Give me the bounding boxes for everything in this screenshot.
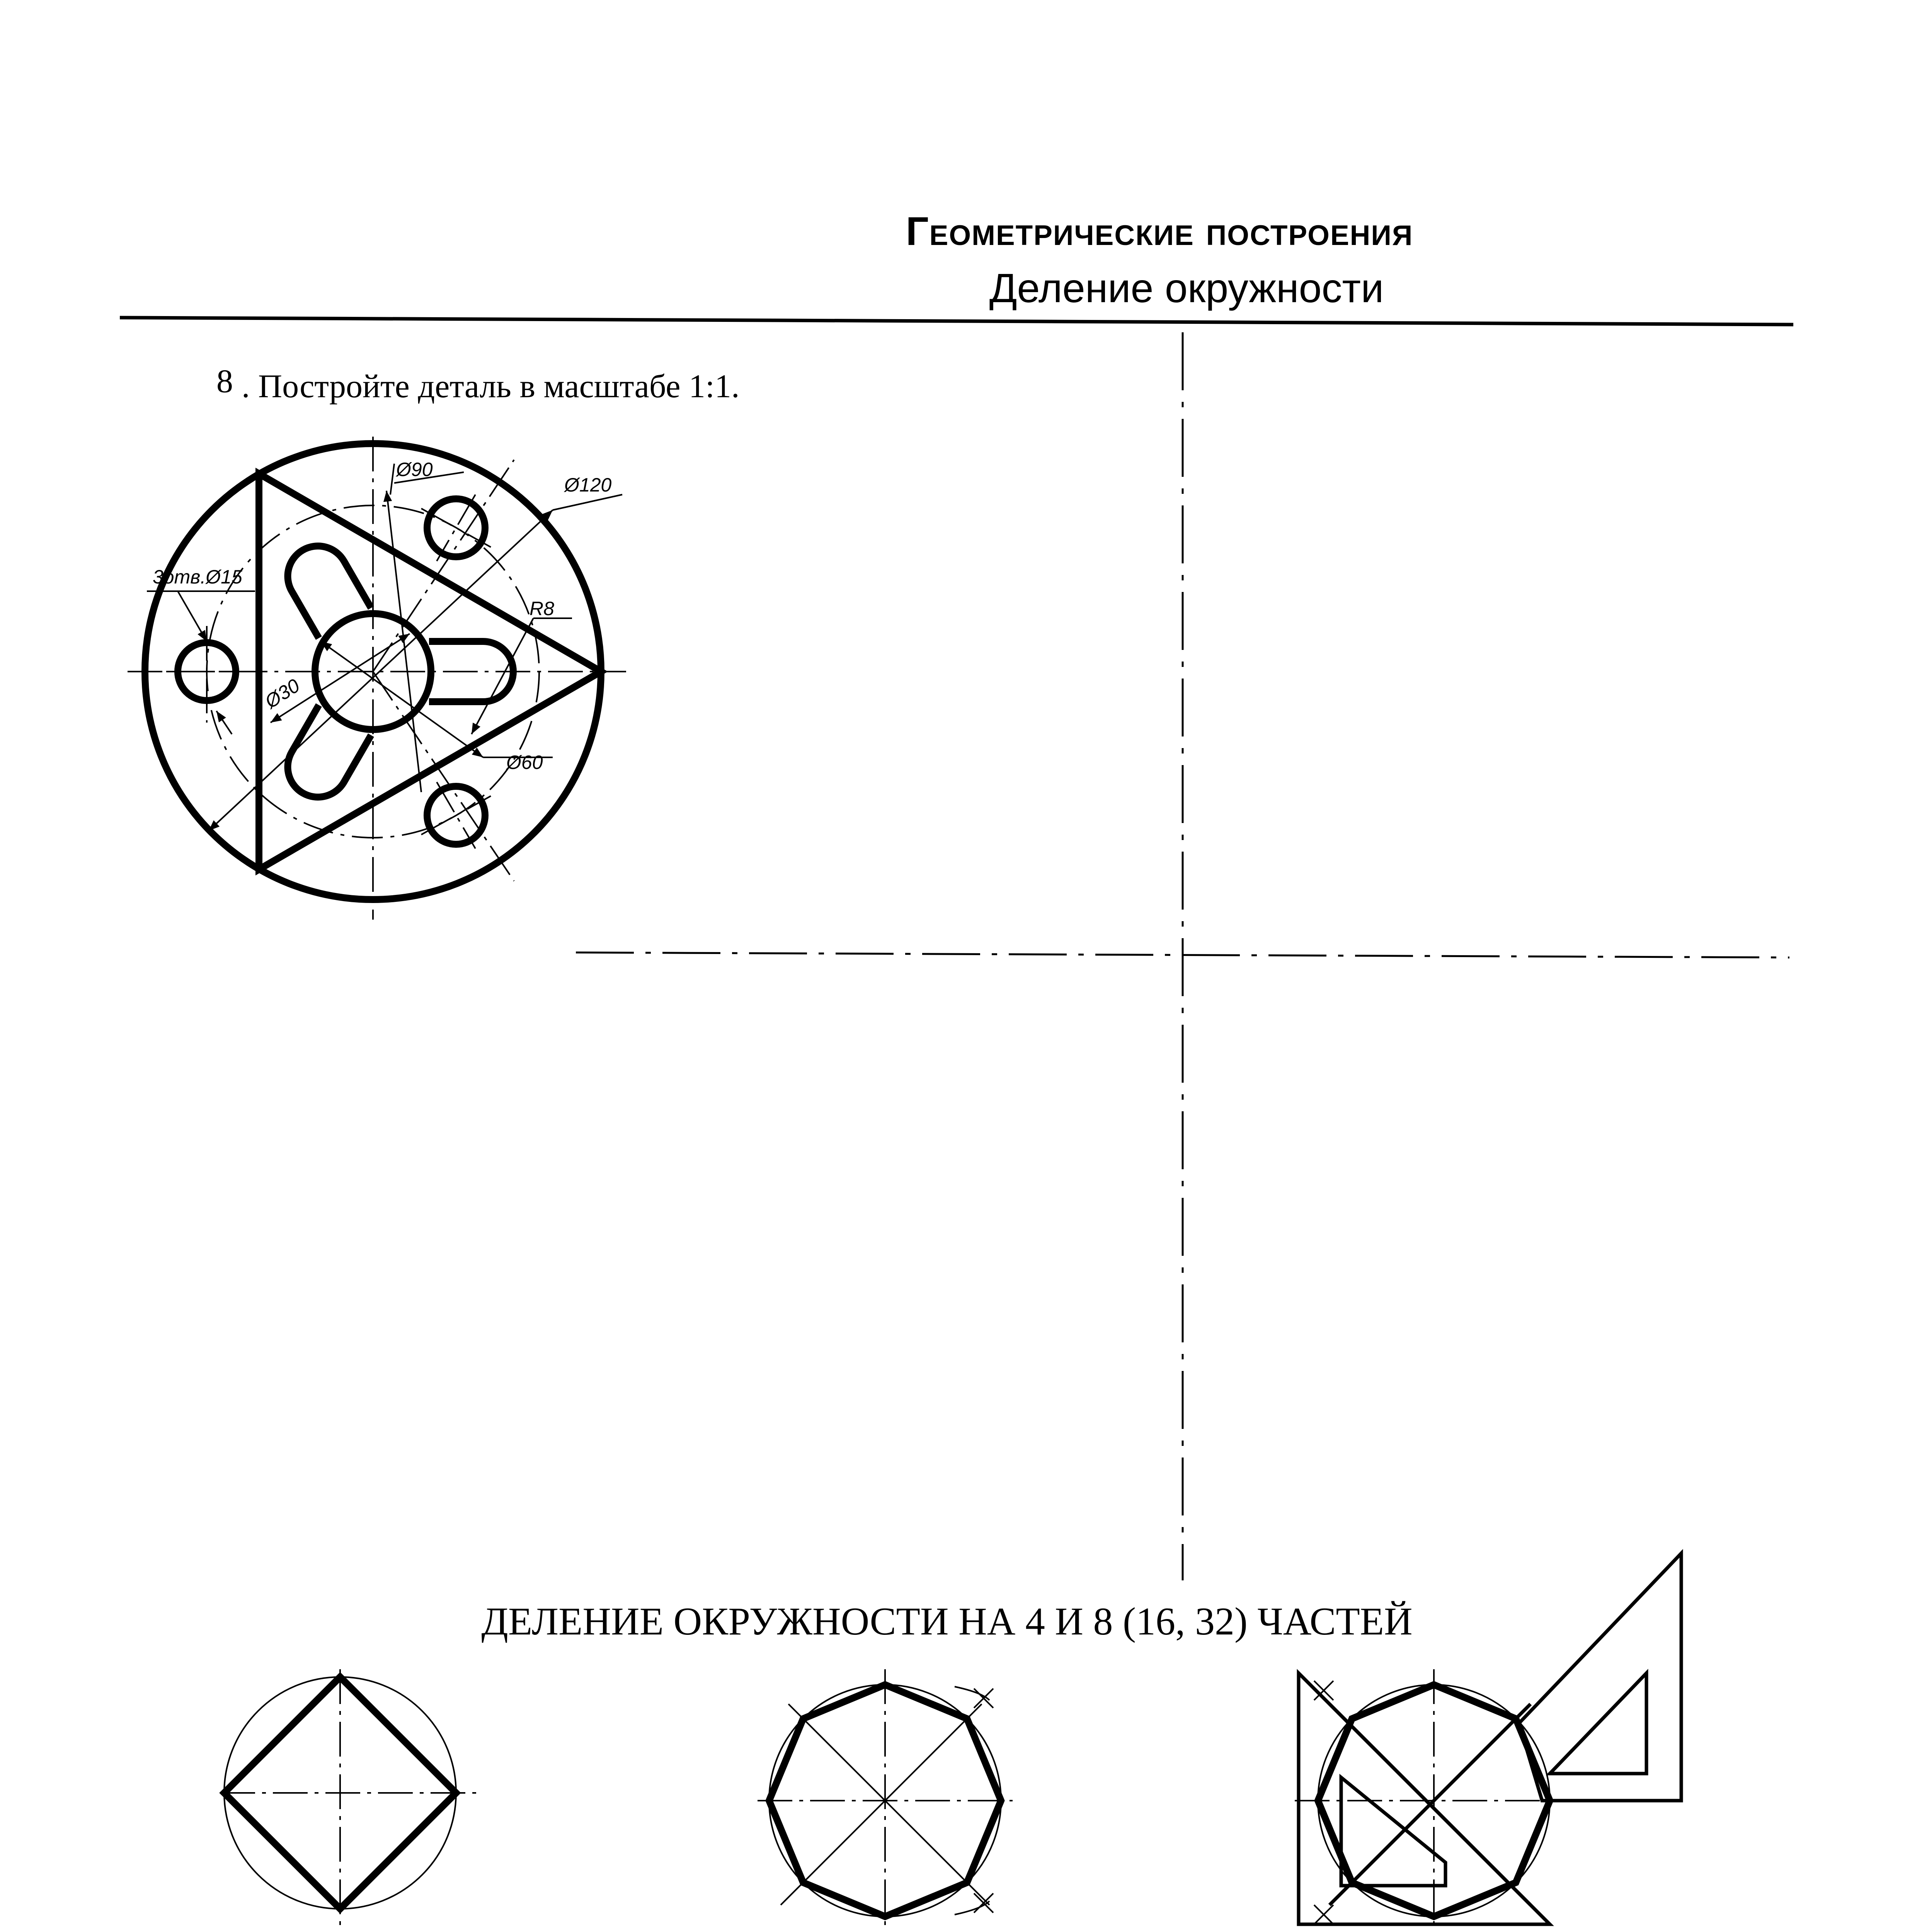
- dim-holes-text: 3отв.Ø15: [153, 566, 242, 588]
- page-subtitle: Деление окружности: [989, 265, 1384, 311]
- dim-holes-leader: [178, 591, 207, 641]
- dim-d30-text: Ø30: [261, 674, 304, 713]
- dim-d90-line: [390, 464, 394, 495]
- page-title: Геометрические построения: [906, 209, 1413, 254]
- dim-d90-text: Ø90: [396, 459, 433, 480]
- example-division-8: [758, 1669, 1013, 1932]
- header-rule: [120, 318, 1793, 325]
- dim-d120-text: Ø120: [564, 474, 612, 496]
- task8-text: . Постройте деталь в масштабе 1:1.: [242, 367, 740, 405]
- section-title: ДЕЛЕНИЕ ОКРУЖНОСТИ НА 4 И 8 (16, 32) ЧАСТЕЙ: [481, 1600, 1413, 1643]
- example-division-4: [220, 1669, 479, 1928]
- task8-number: 8: [216, 362, 233, 400]
- slot-lower-left: [277, 705, 371, 808]
- slot-upper-left: [277, 535, 371, 638]
- dim-d90-leader: [386, 491, 421, 792]
- dim-d60-text: Ø60: [506, 752, 543, 773]
- part-drawing: [128, 437, 626, 920]
- dim-r8-text: R8: [529, 598, 554, 619]
